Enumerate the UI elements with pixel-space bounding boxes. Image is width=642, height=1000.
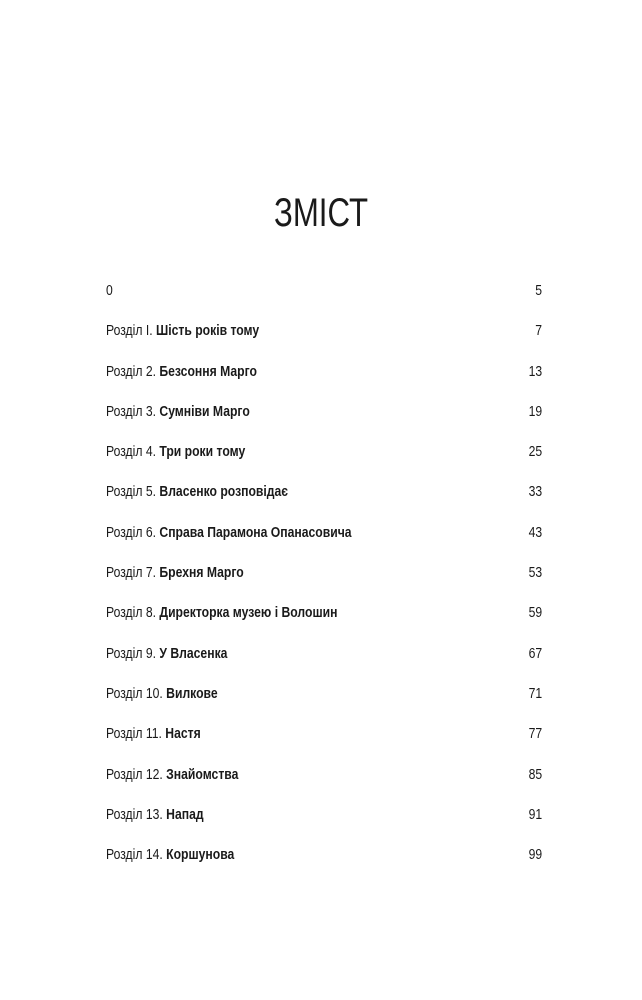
toc-entry-page: 59	[528, 605, 542, 622]
toc-entry-label	[106, 683, 218, 705]
toc-entry-label	[106, 562, 244, 584]
toc-entry-label	[106, 280, 113, 302]
toc-entry-name: Директорка музею і Волошин	[159, 605, 338, 622]
toc-entry-prefix: 0	[106, 283, 113, 299]
toc-entry-name: У Власенка	[159, 645, 228, 662]
toc-entry-label	[106, 441, 245, 463]
toc-entry-prefix: Розділ 5.	[106, 484, 157, 501]
toc-entry-page: 77	[528, 726, 542, 743]
toc-entry[interactable]	[106, 683, 542, 723]
toc-entry-label	[106, 723, 201, 745]
table-of-contents	[106, 280, 542, 884]
toc-entry-prefix: Розділ 7.	[106, 565, 157, 582]
page-title: ЗМІСТ	[273, 191, 369, 235]
toc-entry[interactable]	[106, 643, 542, 683]
toc-entry-label	[106, 401, 250, 423]
toc-entry[interactable]	[106, 602, 542, 642]
toc-entry-name: Вилкове	[166, 685, 218, 702]
toc-entry-name: Коршунова	[166, 847, 235, 864]
toc-entry-label	[106, 643, 227, 665]
toc-entry-prefix: Розділ 13.	[106, 806, 163, 823]
toc-entry[interactable]	[106, 522, 542, 562]
toc-entry[interactable]	[106, 320, 542, 360]
toc-entry-prefix: Розділ 2.	[106, 363, 157, 380]
toc-entry-name: Шість років тому	[156, 323, 260, 340]
toc-entry-prefix: Розділ 6.	[106, 524, 157, 541]
toc-entry[interactable]	[106, 804, 542, 844]
toc-entry-label	[106, 602, 337, 624]
toc-entry-page: 53	[528, 565, 542, 582]
toc-entry[interactable]	[106, 280, 542, 320]
toc-entry[interactable]	[106, 723, 542, 763]
toc-entry-label	[106, 481, 288, 503]
toc-entry-name: Сумніви Марго	[159, 403, 250, 420]
toc-entry-page: 13	[528, 363, 542, 380]
toc-entry-prefix: Розділ 12.	[106, 766, 163, 783]
toc-entry-page: 67	[528, 645, 542, 662]
toc-entry-prefix: Розділ 14.	[106, 847, 163, 864]
toc-entry-name: Три роки тому	[159, 444, 246, 461]
toc-entry-label	[106, 522, 352, 544]
toc-entry[interactable]	[106, 481, 542, 521]
toc-entry-label	[106, 764, 238, 786]
toc-entry-page: 91	[528, 806, 542, 823]
toc-entry-prefix: Розділ 4.	[106, 444, 157, 461]
toc-entry-name: Справа Парамона Опанасовича	[159, 524, 352, 541]
toc-entry[interactable]	[106, 401, 542, 441]
toc-entry[interactable]	[106, 361, 542, 401]
toc-entry-prefix: Розділ 11.	[106, 726, 162, 743]
toc-entry-page: 85	[528, 766, 542, 783]
toc-entry-name: Знайомства	[166, 766, 239, 783]
toc-entry-prefix: Розділ 3.	[106, 403, 157, 420]
toc-entry-prefix: Розділ I.	[106, 323, 153, 340]
toc-entry-label	[106, 320, 259, 342]
toc-entry-name: Безсоння Марго	[159, 363, 257, 380]
toc-entry[interactable]	[106, 562, 542, 602]
toc-entry-page: 99	[528, 847, 542, 864]
toc-entry-name: Брехня Марго	[159, 565, 244, 582]
toc-entry-page: 71	[528, 685, 542, 702]
toc-entry-prefix: Розділ 9.	[106, 645, 157, 662]
toc-entry-label	[106, 804, 204, 826]
toc-entry[interactable]	[106, 844, 542, 884]
toc-entry-name: Власенко розповідає	[159, 484, 289, 501]
toc-entry-label	[106, 361, 257, 383]
toc-entry-page: 25	[528, 444, 542, 461]
toc-entry-prefix: Розділ 10.	[106, 685, 163, 702]
toc-entry-prefix: Розділ 8.	[106, 605, 157, 622]
toc-entry-page: 7	[535, 323, 542, 340]
toc-entry-label	[106, 844, 234, 866]
toc-entry[interactable]	[106, 764, 542, 804]
toc-entry-name: Напад	[166, 806, 204, 823]
toc-entry-page: 19	[528, 403, 542, 420]
toc-entry-page: 5	[535, 283, 542, 299]
toc-entry-page: 43	[528, 524, 542, 541]
toc-entry-name: Настя	[165, 726, 201, 743]
toc-entry[interactable]	[106, 441, 542, 481]
toc-entry-page: 33	[528, 484, 542, 501]
